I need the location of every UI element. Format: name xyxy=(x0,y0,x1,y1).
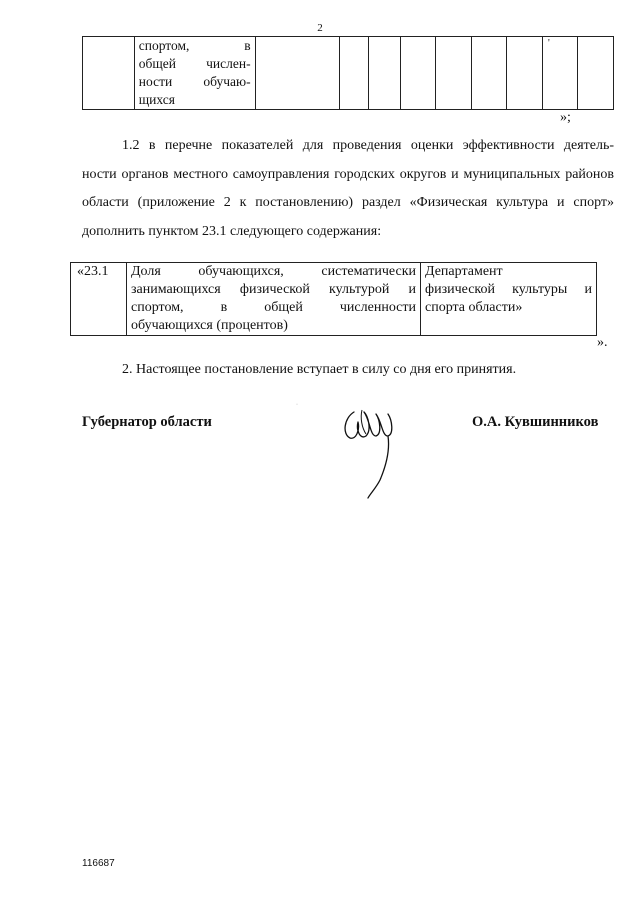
document-number: 116687 xyxy=(82,858,115,869)
top-line-2: общей числен- xyxy=(138,56,251,71)
top-line-3: ности обучаю- xyxy=(138,74,251,89)
continuation-table xyxy=(82,36,614,110)
end-quote-1: »; xyxy=(560,110,571,125)
responsible-line: Департамент xyxy=(425,264,503,279)
paragraph-2: 2. Настоящее постановление вступает в силу со дня его принятия. xyxy=(122,362,517,377)
paragraph-1 xyxy=(82,132,614,246)
speck: · xyxy=(296,402,298,408)
table-cell xyxy=(400,37,436,110)
governor-title: Губернатор области xyxy=(82,414,212,430)
table-cell xyxy=(507,37,543,110)
governor-name: О.А. Кувшинников xyxy=(472,414,599,430)
table-cell xyxy=(436,37,472,110)
top-line-4: щихся xyxy=(138,92,175,107)
indicator-line: занимающихся физической культурой и xyxy=(131,282,416,297)
table-cell-empty xyxy=(83,37,135,110)
item-indicator-cell xyxy=(127,263,421,336)
indicator-line: Доля обучающихся, систематически xyxy=(131,264,416,279)
paragraph-1-rest: ности органов местного самоуправления городских округов и муниципальных районов области (приложение 2 к постановлению) раздел «Физическая культура и спорт» дополнить пунктом 23.1 следующего содержания: xyxy=(82,166,614,239)
table-cell-indicator xyxy=(134,37,255,110)
responsible-line: физической культуры и xyxy=(425,282,592,297)
table-cell xyxy=(255,37,339,110)
indicator-line: спортом, в общей численности xyxy=(131,300,416,315)
table-cell xyxy=(369,37,400,110)
table-cell xyxy=(339,37,368,110)
page-number: 2 xyxy=(317,22,323,34)
item-responsible-cell xyxy=(421,263,597,336)
item-number: «23.1 xyxy=(77,264,109,279)
paragraph-1-first-line: 1.2 в перечне показателей для проведения оценки эффективности деятель- xyxy=(122,138,614,153)
signature-mark xyxy=(340,400,410,500)
table-cell xyxy=(578,37,614,110)
item-number-cell xyxy=(71,263,127,336)
tick-mark: ' xyxy=(548,38,550,49)
responsible-line: спорта области» xyxy=(425,300,523,315)
top-line-1: спортом, в xyxy=(138,38,251,53)
new-item-table xyxy=(70,262,597,336)
indicator-line: обучающихся (процентов) xyxy=(131,318,288,333)
end-quote-2: ». xyxy=(597,335,608,350)
table-cell xyxy=(471,37,507,110)
